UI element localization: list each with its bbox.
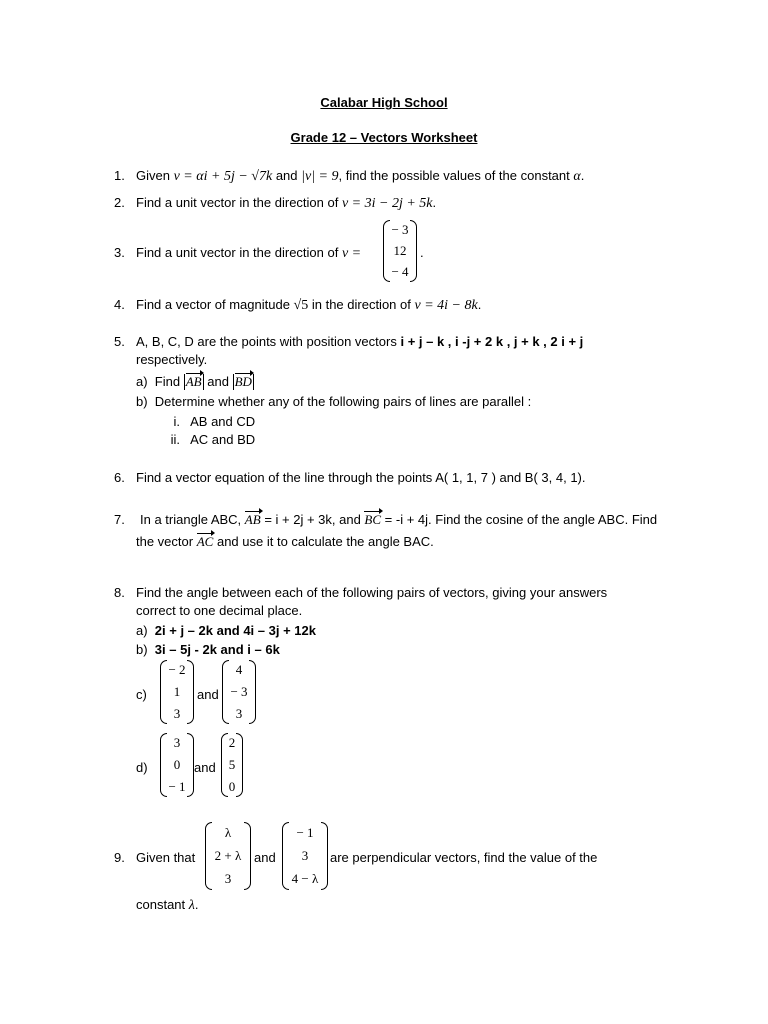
school-name: Calabar High School <box>320 95 448 110</box>
q8-number: 8. <box>114 585 125 600</box>
q1-modulus: |v| = 9 <box>301 169 339 184</box>
q9-text: are perpendicular vectors, find the value of the <box>330 850 598 865</box>
q2-vector-expr: v = 3i − 2j + 5k <box>341 196 433 211</box>
q1-alpha: α <box>573 169 581 184</box>
q5-part-b-ii: ii. AC and BD <box>170 432 256 447</box>
q8-d-matrix-2: 2 5 0 <box>221 733 243 797</box>
q8-part-d-label: d) <box>136 760 148 775</box>
q7-number: 7. <box>114 512 125 527</box>
q5-part-b-i: i. AB and CD <box>173 414 256 429</box>
worksheet-title: Grade 12 – Vectors Worksheet <box>290 130 478 145</box>
q9-matrix-2: − 1 3 4 − λ <box>282 822 328 890</box>
q8-d-matrix-1: 3 0 − 1 <box>160 733 194 797</box>
q6-text: Find a vector equation of the line through the points A( 1, 1, 7 ) and B( 3, 4, 1). <box>136 470 586 485</box>
q1-number: 1. <box>114 168 125 183</box>
q5-number: 5. <box>114 334 125 349</box>
q8-c-matrix-1: − 2 1 3 <box>160 660 194 724</box>
q3-text: Find a unit vector in the direction of v = <box>136 245 362 261</box>
q5-part-a: a) Find AB and BD <box>136 374 252 389</box>
q4-number: 4. <box>114 297 125 312</box>
q8-part-c-label: c) <box>136 687 147 702</box>
q8-c-matrix-2: 4 − 3 3 <box>222 660 256 724</box>
q9-number: 9. <box>114 850 125 865</box>
q5-position-vectors: i + j – k , i -j + 2 k , j + k , 2 i + j <box>400 334 584 349</box>
q7-text-2: the vector AC and use it to calculate the angle BAC. <box>136 534 434 549</box>
q9-text-2: constant λ. <box>136 897 199 913</box>
q6-number: 6. <box>114 470 125 485</box>
q5-part-b: b) Determine whether any of the following pairs of lines are parallel : <box>136 394 532 409</box>
q4-magnitude: √5 <box>293 298 309 313</box>
q4-text: Find a vector of magnitude √5 in the direction of v = 4i − 8k. <box>136 297 482 313</box>
q5-text: A, B, C, D are the points with position vectors i + j – k , i -j + 2 k , j + k , 2 i + j <box>136 334 584 349</box>
q8-part-b: b) 3i – 5j - 2k and i – 6k <box>136 642 280 657</box>
q7-text: In a triangle ABC, AB = i + 2j + 3k, and BC = -i + 4j. Find the cosine of the angle ABC. Find <box>140 512 658 527</box>
q4-vector-expr: v = 4i − 8k <box>414 298 478 313</box>
q2-number: 2. <box>114 195 125 210</box>
q1-vector-expr: v = αi + 5j − √7k <box>173 169 273 184</box>
q8-text: Find the angle between each of the following pairs of vectors, giving your answers <box>136 585 608 600</box>
q2-text: Find a unit vector in the direction of v = 3i − 2j + 5k. <box>136 195 437 211</box>
q8-part-a: a) 2i + j – 2k and 4i – 3j + 12k <box>136 623 316 638</box>
worksheet-page: Calabar High School Grade 12 – Vectors Worksheet 1. Given v = αi + 5j − √7k and |v| = 9, find the possible values of the constant α. 2. Find a unit vector in the direction of v = 3i − 2j + 5k. 3. Find a unit vector in the direction of v = − 3 12 − 4 . 4. Find a vector of magnitude √5 in the direction of v = 4i − 8k. 5. A, B, C, D are the points with position vectors i + j – k , i -j + 2 k , j + k , 2 i + j respectively. a) Find AB and BD b) Determine whether any of the following pairs of lines are parallel : i. AB and CD ii. AC and BD 6. Find a vector equation of the line through the points A( 1, 1, 7 ) and B( 3, 4, 1). 7. In a triangle ABC, AB = i + 2j + 3k, and BC = -i + 4j. Find the cosine of the angle ABC. Find the vector AC and use it to calculate the angle BAC. 8. Find the angle between each of the following pairs of vectors, giving your answers correct to one decimal place. a) 2i + j – 2k and 4i – 3j + 12k b) 3i – 5j - 2k and i – 6k c) − 2 1 3 and 4 − 3 3 d) 3 0 − 1 and 2 5 0 9. Given that λ 2 + λ 3 and − 1 3 4 − λ are perpendicular vectors, find the value of the constant λ. <box>0 0 768 1024</box>
q1-text: Given v = αi + 5j − √7k and |v| = 9, find the possible values of the constant α. <box>136 168 585 184</box>
q3-number: 3. <box>114 245 125 260</box>
q9-matrix-1: λ 2 + λ 3 <box>205 822 251 890</box>
q3-matrix: − 3 12 − 4 <box>383 220 417 282</box>
